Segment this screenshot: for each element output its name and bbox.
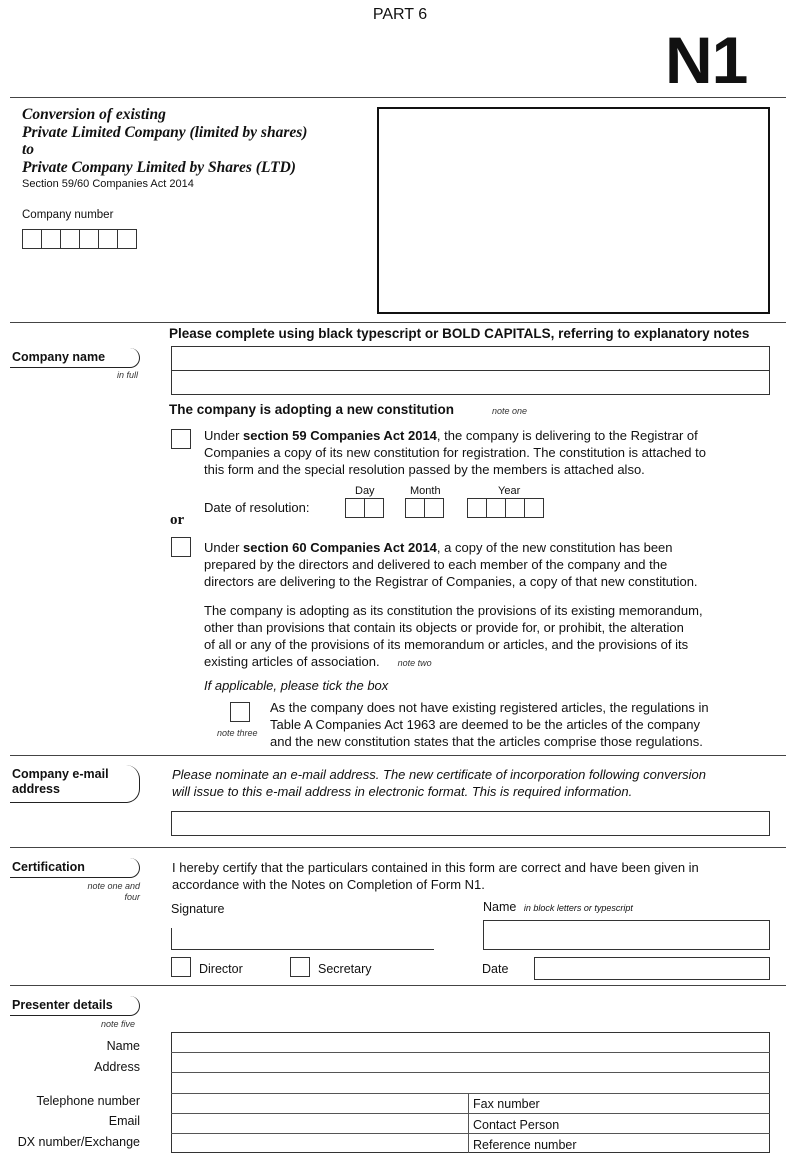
cert-name-field[interactable] <box>483 920 770 950</box>
constitution-note: note one <box>492 406 528 416</box>
presenter-email-label: Email <box>108 1114 140 1128</box>
presenter-email-field[interactable] <box>172 1114 468 1133</box>
title-line-4: Private Company Limited by Shares (LTD) <box>22 158 296 176</box>
instruction-text: Please complete using black typescript or BOLD CAPITALS, referring to explanatory notes <box>169 326 750 341</box>
fax-number-label: Fax number <box>473 1097 540 1111</box>
presenter-details-label: Presenter details <box>10 996 140 1016</box>
company-name-field-1[interactable] <box>171 346 770 371</box>
if-applicable-text: If applicable, please tick the box <box>204 678 389 693</box>
section-59-ref: section 59 Companies Act 2014 <box>243 428 437 443</box>
presenter-dx-field[interactable] <box>172 1134 468 1153</box>
section-60-ref: section 60 Companies Act 2014 <box>243 540 437 555</box>
section-divider <box>10 847 786 848</box>
presenter-name-label: Name <box>106 1039 140 1053</box>
day-field[interactable] <box>345 498 384 518</box>
section-59-text: Under section 59 Companies Act 2014, the company is delivering to the Registrar of Companies a copy of its new constitution for registration. The constitution is attached to this form and the special resolution passed by the members is attached also. <box>204 428 706 477</box>
section-divider <box>10 322 786 323</box>
title-line-2: Private Limited Company (limited by shares) <box>22 123 308 141</box>
table-a-text: As the company does not have existing registered articles, the regulations in Table A Companies Act 1963 are deemed to be the articles of the company and the new constitution states that the articles comprise those regulations. <box>270 700 709 749</box>
form-code: N1 <box>665 23 748 97</box>
table-a-note: note three <box>217 728 258 738</box>
director-checkbox[interactable] <box>171 957 191 977</box>
header-divider <box>10 97 786 98</box>
signature-field[interactable] <box>171 928 434 950</box>
adoption-note: note two <box>397 658 432 668</box>
contact-person-label: Contact Person <box>473 1118 560 1132</box>
adoption-text: The company is adopting as its constitution the provisions of its existing memorandum, other than provisions that contain its objects or provide for, or prohibit, the alteration of all or any of the provisions of its memorandum or articles, and the provisions of its existing articles of association. note two <box>204 603 703 669</box>
year-label: Year <box>498 485 521 497</box>
cert-date-field[interactable] <box>534 957 770 980</box>
signature-label: Signature <box>171 902 225 916</box>
presenter-note: note five <box>101 1019 136 1029</box>
certification-note: note one and four <box>87 881 140 902</box>
cert-date-label: Date <box>482 962 509 976</box>
month-label: Month <box>410 485 441 497</box>
title-line-1: Conversion of existing <box>22 106 166 123</box>
secretary-label: Secretary <box>318 962 372 976</box>
month-field[interactable] <box>405 498 444 518</box>
certification-label: Certification <box>10 858 140 878</box>
form-title <box>22 106 307 176</box>
section-divider <box>10 985 786 986</box>
presenter-name-field[interactable] <box>172 1033 769 1052</box>
presenter-telephone-field[interactable] <box>172 1094 468 1113</box>
section-divider <box>10 755 786 756</box>
email-instructions: Please nominate an e-mail address. The new certificate of incorporation following conversion will issue to this e-mail address in electronic format. This is required information. <box>172 767 707 799</box>
date-resolution-label: Date of resolution: <box>204 500 310 515</box>
presenter-dx-label: DX number/Exchange <box>17 1135 140 1149</box>
cert-name-note: in block letters or typescript <box>523 903 633 913</box>
company-email-field[interactable] <box>171 811 770 836</box>
company-email-label: Company e-mail address <box>10 765 140 803</box>
company-name-field-2[interactable] <box>171 370 770 395</box>
year-field[interactable] <box>467 498 544 518</box>
secretary-checkbox[interactable] <box>290 957 310 977</box>
reference-number-label: Reference number <box>473 1138 577 1152</box>
company-name-label: Company name <box>10 348 140 368</box>
section-60-text: Under section 60 Companies Act 2014, a copy of the new constitution has been prepared by the directors and delivered to each member of the company and the directors are delivering to the Registrar of Companies, a copy of that new constitution. <box>204 540 698 589</box>
day-label: Day <box>355 485 375 497</box>
presenter-address-field[interactable] <box>172 1053 769 1093</box>
cert-name-label: Name in block letters or typescript <box>483 900 633 914</box>
company-number-label: Company number <box>22 209 114 221</box>
constitution-heading: The company is adopting a new constitution <box>169 402 455 417</box>
office-use-box <box>377 107 770 314</box>
section-60-checkbox[interactable] <box>171 537 191 557</box>
company-number-field[interactable] <box>22 229 137 249</box>
section-reference: Section 59/60 Companies Act 2014 <box>22 178 194 190</box>
presenter-address-label: Address <box>94 1060 140 1074</box>
title-line-3: to <box>22 141 35 158</box>
or-separator: or <box>170 512 185 528</box>
certification-text: I hereby certify that the particulars contained in this form are correct and have been given in accordance with the Notes on Completion of Form N1. <box>172 860 699 892</box>
director-label: Director <box>199 962 243 976</box>
company-name-note: in full <box>117 370 139 380</box>
part-heading: PART 6 <box>372 6 428 23</box>
section-59-checkbox[interactable] <box>171 429 191 449</box>
table-a-checkbox[interactable] <box>230 702 250 722</box>
presenter-telephone-label: Telephone number <box>36 1094 140 1108</box>
